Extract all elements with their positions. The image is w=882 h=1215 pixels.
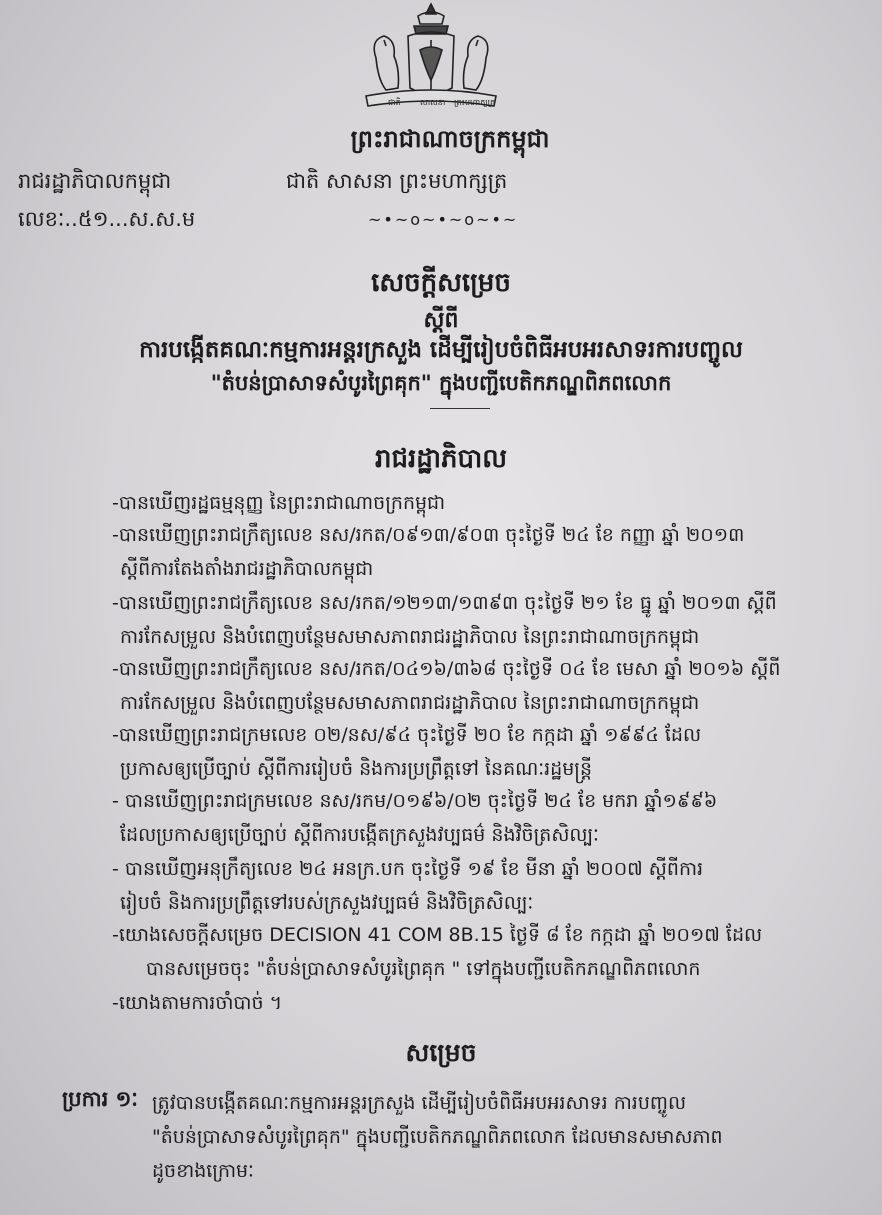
recital-item bbox=[112, 486, 862, 520]
kingdom-name: ព្រះរាជាណាចក្រកម្ពុជា bbox=[350, 125, 550, 153]
recital-line: ប្រកាសឲ្យប្រើច្បាប់ ស្ដីពីការរៀបចំ និងការប្រព្រឹត្តទៅ នៃគណៈរដ្ឋមន្ត្រី bbox=[120, 758, 593, 780]
crest-ribbon-label: ព្រះមហាក្សត្រ bbox=[454, 98, 496, 107]
recital-line: រៀបចំ និងការប្រព្រឹត្តទៅរបស់ក្រសួងវប្បធម៌ និងវិចិត្រសិល្បៈ bbox=[120, 892, 534, 914]
national-motto: ជាតិ សាសនា ព្រះមហាក្សត្រ bbox=[286, 169, 508, 193]
document-type-title: សេចក្ដីសម្រេច bbox=[371, 268, 511, 298]
recital-line: -បានឃើញព្រះរាជក្រមលេខ ០២/នស/៩៤ ចុះថ្ងៃទី ២០ ខែ កក្កដា ឆ្នាំ ១៩៩៤ ដែល bbox=[112, 724, 702, 746]
recital-item bbox=[112, 852, 862, 920]
article-line: "តំបន់ប្រាសាទសំបូរព្រៃគុក" ក្នុងបញ្ជីបេតិកភណ្ឌពិភពលោក ដែលមានសមាសភាព bbox=[152, 1126, 723, 1148]
recital-line: បានសម្រេចចុះ "តំបន់ប្រាសាទសំបូរព្រៃគុក " ទៅក្នុងបញ្ជីបេតិកភណ្ឌពិភពលោក bbox=[146, 958, 701, 980]
recital-line: ស្ដីពីការតែងតាំងរាជរដ្ឋាភិបាលកម្ពុជា bbox=[120, 558, 374, 580]
recital-item bbox=[112, 518, 862, 586]
decision-heading: សម្រេច bbox=[405, 1038, 477, 1067]
crest-ribbon-label: សាសនា bbox=[420, 98, 446, 107]
decorative-ornament: ~•~o~•~o~•~ bbox=[368, 210, 519, 229]
recital-line: ការកែសម្រួល និងបំពេញបន្ថែមសមាសភាពរាជរដ្ឋាភិបាល នៃព្រះរាជាណាចក្រកម្ពុជា bbox=[120, 692, 700, 714]
government-name: រាជរដ្ឋាភិបាលកម្ពុជា bbox=[18, 169, 172, 193]
recital-line: ការកែសម្រួល និងបំពេញបន្ថែមសមាសភាពរាជរដ្ឋាភិបាល នៃព្រះរាជាណាចក្រកម្ពុជា bbox=[120, 626, 700, 648]
document-number: លេខៈ..៥១...ស.ស.ម bbox=[18, 207, 196, 231]
recital-line: -យោងតាមការចាំបាច់ ។ bbox=[112, 992, 283, 1014]
subject-line-2: "តំបន់ប្រាសាទសំបូរព្រៃគុក" ក្នុងបញ្ជីបេតិកភណ្ឌពិភពលោក bbox=[210, 371, 672, 395]
subject-line-1: ការបង្កើតគណៈកម្មការអន្តរក្រសួង ដើម្បីរៀបចំពិធីអបអរសាទរការបញ្ចូល bbox=[139, 337, 743, 363]
recital-item bbox=[112, 986, 862, 1020]
recital-line: -បានឃើញព្រះរាជក្រឹត្យលេខ នស/រកត/០៤១៦/៣៦៨ ចុះថ្ងៃទី ០៤ ខែ មេសា ឆ្នាំ ២០១៦ ស្ដីពី bbox=[112, 658, 781, 680]
article-1-label: ប្រការ ១ៈ bbox=[62, 1087, 138, 1111]
recital-line: ដែលប្រកាសឲ្យប្រើច្បាប់ ស្ដីពីការបង្កើតក្រសួងវប្បធម៌ និងវិចិត្រសិល្បៈ bbox=[120, 824, 599, 846]
crest-motto-ribbon bbox=[356, 94, 506, 108]
government-heading: រាជរដ្ឋាភិបាល bbox=[374, 444, 508, 474]
recital-line: - បានឃើញអនុក្រឹត្យលេខ ២៤ អនក្រ.បក ចុះថ្ងៃទី ១៩ ខែ មីនា ឆ្នាំ ២០០៧ ស្ដីពីការ bbox=[112, 858, 704, 880]
article-1-body bbox=[152, 1086, 872, 1188]
recital-line: -បានឃើញរដ្ឋធម្មនុញ្ញ នៃព្រះរាជាណាចក្រកម្ពុជា bbox=[112, 492, 446, 514]
recital-item bbox=[112, 918, 862, 986]
article-line: ត្រូវបានបង្កើតគណៈកម្មការអន្តរក្រសួង ដើម្បីរៀបចំពិធីអបអរសាទរ ការបញ្ចូល bbox=[152, 1092, 687, 1114]
recital-line: - បានឃើញព្រះរាជក្រមលេខ នស/រកម/០១៩៦/០២ ចុះថ្ងៃទី ២៤ ខែ មករា ឆ្នាំ១៩៩៦ bbox=[112, 790, 718, 812]
article-line: ដូចខាងក្រោមៈ bbox=[152, 1160, 254, 1182]
recital-line: -យោងសេចក្ដីសម្រេច DECISION 41 COM 8B.15 ថ្ងៃទី ៨ ខែ កក្កដា ឆ្នាំ ២០១៧ ដែល bbox=[112, 924, 763, 946]
subject-intro: ស្ដីពី bbox=[423, 308, 459, 333]
title-divider bbox=[430, 408, 490, 409]
recital-line: -បានឃើញព្រះរាជក្រឹត្យលេខ នស/រកត/១២១៣/១៣៩៣ ចុះថ្ងៃទី ២១ ខែ ធ្នូ ឆ្នាំ ២០១៣ ស្ដីពី bbox=[112, 592, 777, 614]
recital-item bbox=[112, 718, 862, 786]
recital-line: -បានឃើញព្រះរាជក្រឹត្យលេខ នស/រកត/០៩១៣/៩០៣ ចុះថ្ងៃទី ២៤ ខែ កញ្ញា ឆ្នាំ ២០១៣ bbox=[112, 524, 745, 546]
recital-item bbox=[112, 586, 862, 654]
recital-item bbox=[112, 784, 862, 852]
recital-item bbox=[112, 652, 862, 720]
crest-ribbon-label: ជាតិ bbox=[388, 98, 401, 107]
